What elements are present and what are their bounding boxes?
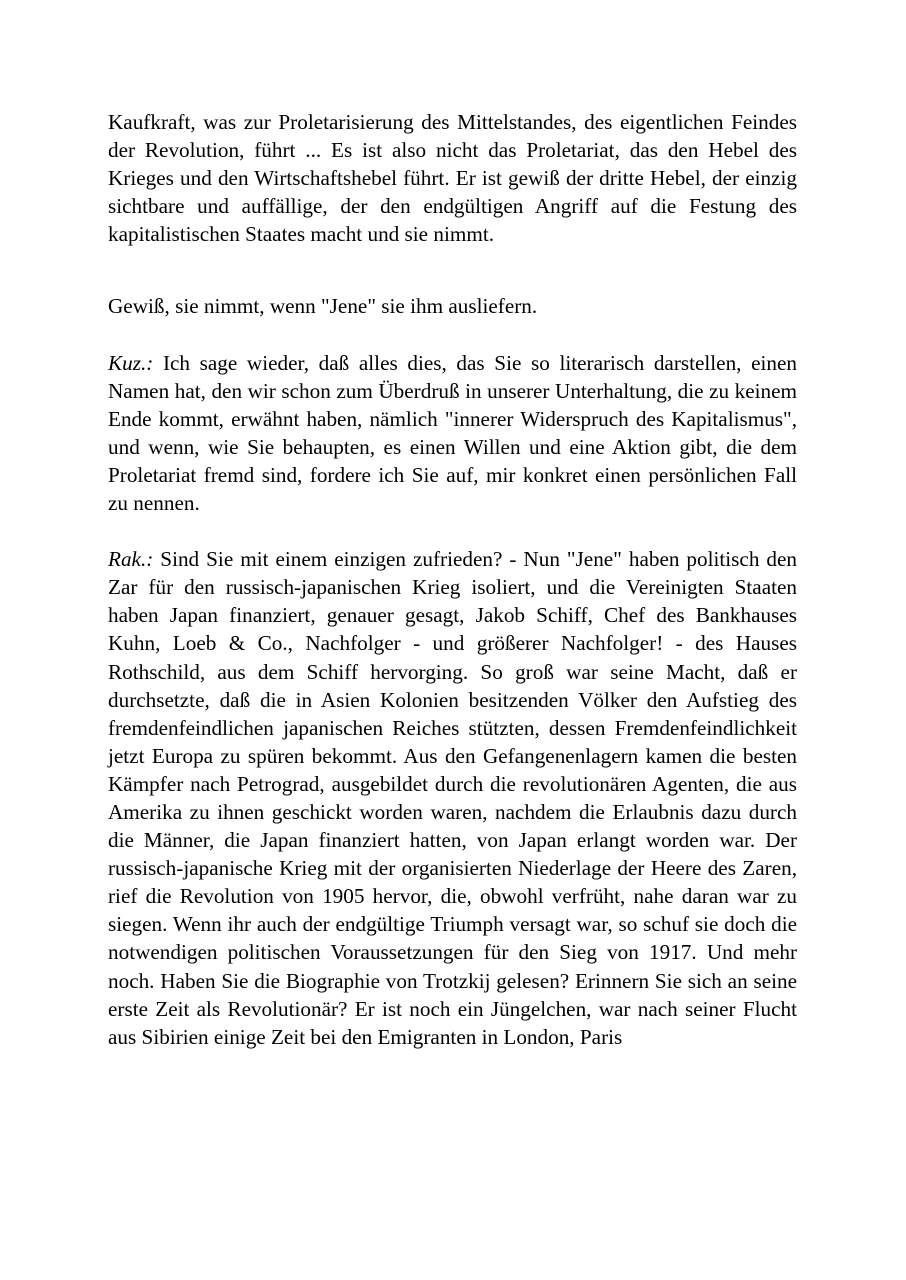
paragraph-text: Sind Sie mit einem einzigen zufrieden? - Nun "Jene" haben politisch den Zar für den russisch-japanischen Krieg isoliert, und die Vereinigten Staaten haben Japan finanziert, genauer gesagt, Jakob Schiff, Chef des Bankhauses Kuhn, Loeb & Co., Nachfolger - und größerer Nachfolger! - des Hauses Rothschild, aus dem Schiff hervorging. So groß war seine Macht, daß er durchsetzte, daß die in Asien Kolonien besitzenden Völker den Aufstieg des fremdenfeindlichen japanischen Reiches stützten, dessen Fremdenfeindlichkeit jetzt Europa zu spüren bekommt. Aus den Gefangenenlagern kamen die besten Kämpfer nach Petrograd, ausgebildet durch die revolutionären Agenten, die aus Amerika zu ihnen geschickt worden waren, nachdem die Erlaubnis dazu durch die Männer, die Japan finanziert hatten, von Japan erlangt worden war. Der russisch-japanische Krieg mit der organisierten Niederlage der Heere des Zaren, rief die Revolution von 1905 hervor, die, obwohl verfrüht, nahe daran war zu siegen. Wenn ihr auch der endgültige Triumph versagt war, so schuf sie doch die notwendigen politischen Voraussetzungen für den Sieg von 1917. Und mehr noch. Haben Sie die Biographie von Trotzkij gelesen? Erinnern Sie sich an seine erste Zeit als Revolutionär? Er ist noch ein Jüngelchen, war nach seiner Flucht aus Sibirien einige Zeit bei den Emigranten in London, Paris [108,547,797,1049]
paragraph-3 [108,349,797,518]
document-page [108,108,797,1051]
paragraph-1 [108,108,797,248]
speaker-label: Rak.: [108,547,154,572]
paragraph-text: Kaufkraft, was zur Proletarisierung des Mittelstandes, des eigentlichen Feindes der Revolution, führt ... Es ist also nicht das Proletariat, das den Hebel des Krieges und den Wirtschaftshebel führt. Er ist gewiß der dritte Hebel, der einzig sichtbare und auffällige, der den endgültigen Angriff auf die Festung des kapitalistischen Staates macht und sie nimmt. [108,110,797,247]
paragraph-text: Ich sage wieder, daß alles dies, das Sie so literarisch darstellen, einen Namen hat, den wir schon zum Überdruß in unserer Unterhaltung, die zu keinem Ende kommt, erwähnt haben, nämlich "innerer Widerspruch des Kapitalismus", und wenn, wie Sie behaupten, es einen Willen und eine Aktion gibt, die dem Proletariat fremd sind, fordere ich Sie auf, mir konkret einen persönlichen Fall zu nennen. [108,350,797,516]
speaker-label: Kuz.: [108,350,154,375]
paragraph-text: Gewiß, sie nimmt, wenn "Jene" sie ihm ausliefern. [108,294,538,319]
paragraph-2 [108,292,797,320]
paragraph-4 [108,545,797,1051]
